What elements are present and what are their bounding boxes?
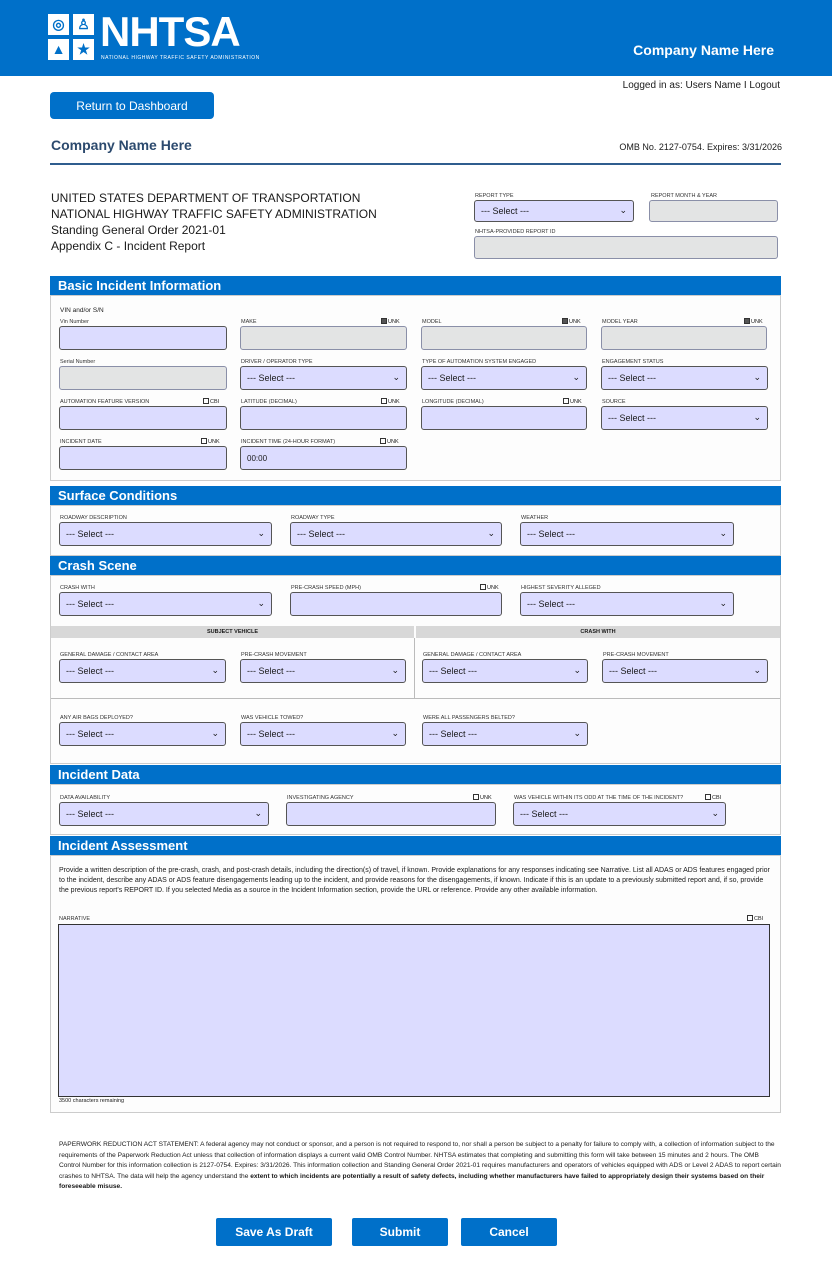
company-name: Company Name Here: [51, 137, 192, 153]
report-id-label: NHTSA-PROVIDED REPORT ID: [475, 229, 556, 235]
report-id-field[interactable]: [474, 236, 778, 259]
header-bar: [0, 0, 832, 76]
longitude-unk-checkbox[interactable]: UNK: [563, 398, 582, 405]
belted-label: WERE ALL PASSENGERS BELTED?: [423, 715, 515, 721]
report-type-label: REPORT TYPE: [475, 193, 514, 199]
narrative-textarea[interactable]: [58, 924, 770, 1097]
roadway-desc-label: ROADWAY DESCRIPTION: [60, 515, 127, 521]
pra-text: PAPERWORK REDUCTION ACT STATEMENT: A federal agency may not conduct or sponsor, and a person is not required to respond to, nor shall a person be subject to a penalty for failure to comply with, a collection of information subject to the requirements of the Paperwork Reduction Act unless that collection of information displays a current valid OMB Control Number. NHTSA estimates that completing and submitting this form will take between 15 minutes and 2 hours. The OMB Control Number for this information collection is 2127-0754. Expires: 3/31/2026. This information collection and Standing General Order 2021-01 requires manufacturers and operators of vehicles equipped with ADS or Level 2 ADAS to report certain crashes to NHTSA. The data will help the agency understand the: [59, 1141, 781, 1180]
towed-select[interactable]: --- Select --- ⌄: [240, 722, 406, 746]
feature-version-input[interactable]: [59, 406, 227, 430]
chevron-down-icon: ⌄: [391, 664, 399, 675]
pedestrian-icon: ♙: [73, 14, 94, 35]
assessment-instructions: Provide a written description of the pre-crash, crash, and post-crash details, including the direction(s) of travel, if known. Provide explanations for any responses indicating see Narrative. List all ADAS or ADS features engaged prior to the incident, describe any ADAS or ADS feature disengagements leading up to the incident, and provide reasons for the disengagements, if known. Indicate if this is an update to a previously submitted report and, if so, provide the previous report's REPORT ID. If you selected Media as a source in the Incident Information section, provide the URL or reference. Provide any other available information.: [59, 867, 770, 894]
agency-input[interactable]: [286, 802, 496, 826]
model-unk-checkbox[interactable]: UNK: [562, 318, 581, 325]
towed-label: WAS VEHICLE TOWED?: [241, 715, 304, 721]
data-availability-select[interactable]: --- Select --- ⌄: [59, 802, 269, 826]
chevron-down-icon: ⌄: [211, 664, 219, 675]
section-incident-assessment: Incident Assessment: [50, 836, 781, 855]
longitude-input[interactable]: [421, 406, 587, 430]
crash-with-header: CRASH WITH: [416, 626, 780, 638]
section-incident-data: Incident Data: [50, 765, 781, 784]
incident-time-input[interactable]: 00:00: [240, 446, 407, 470]
other-damage-select[interactable]: --- Select --- ⌄: [422, 659, 588, 683]
vin-label: Vin Number: [60, 319, 89, 325]
chevron-down-icon: ⌄: [573, 664, 581, 675]
characters-remaining: 3500 characters remaining: [59, 1098, 125, 1104]
narrative-label: NARRATIVE: [59, 916, 91, 922]
driver-type-select[interactable]: --- Select --- ⌄: [240, 366, 407, 390]
speed-unk-checkbox[interactable]: UNK: [480, 584, 499, 591]
agency-line: NATIONAL HIGHWAY TRAFFIC SAFETY ADMINISTRATION: [51, 207, 377, 221]
section-basic-incident: Basic Incident Information: [50, 276, 781, 295]
section-crash-scene: Crash Scene: [50, 556, 781, 575]
row-divider: [51, 698, 780, 699]
engagement-label: ENGAGEMENT STATUS: [602, 359, 664, 365]
chevron-down-icon: ⌄: [254, 807, 262, 818]
automation-type-label: TYPE OF AUTOMATION SYSTEM ENGAGED: [422, 359, 537, 365]
roadway-desc-select[interactable]: --- Select --- ⌄: [59, 522, 272, 546]
pra-bold-text: extent to which incidents are potentially a result of safety defects, including whether manufacturers have failed to appropriately design their systems based on their foreseeable misuse.: [59, 1172, 765, 1190]
weather-label: WEATHER: [521, 515, 549, 521]
incident-date-input[interactable]: [59, 446, 227, 470]
speed-label: PRE-CRASH SPEED (MPH): [291, 585, 361, 591]
chevron-down-icon: ⌄: [211, 727, 219, 738]
logged-in-status[interactable]: Logged in as: Users Name I Logout: [622, 80, 780, 91]
chevron-down-icon: ⌄: [753, 371, 761, 382]
divider: [50, 163, 781, 165]
make-unk-checkbox[interactable]: UNK: [381, 318, 400, 325]
paperwork-reduction-statement: [59, 1140, 781, 1193]
dept-line: UNITED STATES DEPARTMENT OF TRANSPORTATION: [51, 191, 361, 205]
report-type-select[interactable]: --- Select --- ⌄: [474, 200, 634, 222]
chevron-down-icon: ⌄: [572, 371, 580, 382]
incident-time-unk-checkbox[interactable]: UNK: [380, 438, 399, 445]
save-as-draft-button[interactable]: Save As Draft: [216, 1218, 332, 1246]
logo-subtitle: NATIONAL HIGHWAY TRAFFIC SAFETY ADMINISTRATION: [101, 55, 260, 61]
model-year-field[interactable]: [601, 326, 767, 350]
vin-input[interactable]: [59, 326, 227, 350]
narrative-cbi-checkbox[interactable]: CBI: [747, 915, 763, 922]
model-field[interactable]: [421, 326, 587, 350]
section-surface-conditions: Surface Conditions: [50, 486, 781, 505]
return-to-dashboard-button[interactable]: Return to Dashboard: [50, 92, 214, 119]
chevron-down-icon: ⌄: [392, 371, 400, 382]
odd-cbi-checkbox[interactable]: CBI: [705, 794, 721, 801]
roadway-type-label: ROADWAY TYPE: [291, 515, 335, 521]
subject-vehicle-header: SUBJECT VEHICLE: [51, 626, 414, 638]
latitude-input[interactable]: [240, 406, 407, 430]
incident-date-unk-checkbox[interactable]: UNK: [201, 438, 220, 445]
subject-damage-label: GENERAL DAMAGE / CONTACT AREA: [60, 652, 159, 658]
automation-type-select[interactable]: --- Select --- ⌄: [421, 366, 587, 390]
agency-unk-checkbox[interactable]: UNK: [473, 794, 492, 801]
longitude-label: LONGITUDE (DECIMAL): [422, 399, 484, 405]
latitude-unk-checkbox[interactable]: UNK: [381, 398, 400, 405]
incident-time-label: INCIDENT TIME (24-HOUR FORMAT): [241, 439, 336, 445]
weather-select[interactable]: --- Select --- ⌄: [520, 522, 734, 546]
chevron-down-icon: ⌄: [753, 664, 761, 675]
omb-number: OMB No. 2127-0754. Expires: 3/31/2026: [619, 142, 782, 152]
severity-select[interactable]: --- Select --- ⌄: [520, 592, 734, 616]
crash-with-select[interactable]: --- Select --- ⌄: [59, 592, 272, 616]
subject-movement-select[interactable]: --- Select --- ⌄: [240, 659, 406, 683]
chevron-down-icon: ⌄: [257, 527, 265, 538]
chevron-down-icon: ⌄: [719, 527, 727, 538]
star-icon: ★: [73, 39, 94, 60]
nhtsa-logo[interactable]: NHTSA: [100, 8, 240, 55]
header-company-name: Company Name Here: [633, 42, 774, 58]
driver-type-label: DRIVER / OPERATOR TYPE: [241, 359, 313, 365]
airbags-select[interactable]: --- Select --- ⌄: [59, 722, 226, 746]
feature-version-cbi-checkbox[interactable]: CBI: [203, 398, 219, 405]
make-field[interactable]: [240, 326, 407, 350]
cancel-button[interactable]: Cancel: [461, 1218, 557, 1246]
roadway-type-select[interactable]: --- Select --- ⌄: [290, 522, 502, 546]
agency-label: INVESTIGATING AGENCY: [287, 795, 354, 801]
chevron-down-icon: ⌄: [753, 411, 761, 422]
appendix-line: Appendix C - Incident Report: [51, 239, 206, 253]
latitude-label: LATITUDE (DECIMAL): [241, 399, 297, 405]
chevron-down-icon: ⌄: [711, 807, 719, 818]
order-line: Standing General Order 2021-01: [51, 223, 226, 237]
serial-label: Serial Number: [60, 359, 96, 365]
chevron-down-icon: ⌄: [487, 527, 495, 538]
chevron-down-icon: ⌄: [719, 597, 727, 608]
incident-date-label: INCIDENT DATE: [60, 439, 102, 445]
column-divider: [414, 638, 415, 698]
engagement-select[interactable]: --- Select --- ⌄: [601, 366, 768, 390]
other-movement-select[interactable]: --- Select --- ⌄: [602, 659, 768, 683]
feature-version-label: AUTOMATION FEATURE VERSION: [60, 399, 150, 405]
subject-movement-label: PRE-CRASH MOVEMENT: [241, 652, 307, 658]
data-availability-label: DATA AVAILABILITY: [60, 795, 111, 801]
report-month-label: REPORT MONTH & YEAR: [651, 193, 718, 199]
model-year-label: MODEL YEAR: [602, 319, 638, 325]
belted-select[interactable]: --- Select --- ⌄: [422, 722, 588, 746]
make-label: MAKE: [241, 319, 257, 325]
other-damage-label: GENERAL DAMAGE / CONTACT AREA: [423, 652, 522, 658]
chevron-down-icon: ⌄: [619, 204, 627, 215]
severity-label: HIGHEST SEVERITY ALLEGED: [521, 585, 601, 591]
odd-label: WAS VEHICLE WITHIN ITS ODD AT THE TIME OF THE INCIDENT?: [514, 795, 684, 801]
chevron-down-icon: ⌄: [257, 597, 265, 608]
odd-select[interactable]: --- Select --- ⌄: [513, 802, 726, 826]
model-label: MODEL: [422, 319, 442, 325]
airbags-label: ANY AIR BAGS DEPLOYED?: [60, 715, 133, 721]
road-icon: ▲: [48, 39, 69, 60]
chevron-down-icon: ⌄: [573, 727, 581, 738]
serial-field[interactable]: [59, 366, 227, 390]
department-heading: [51, 190, 377, 254]
subject-damage-select[interactable]: --- Select --- ⌄: [59, 659, 226, 683]
other-movement-label: PRE-CRASH MOVEMENT: [603, 652, 669, 658]
report-month-field[interactable]: [649, 200, 778, 222]
model-year-unk-checkbox[interactable]: UNK: [744, 318, 763, 325]
submit-button[interactable]: Submit: [352, 1218, 448, 1246]
speed-input[interactable]: [290, 592, 502, 616]
source-label: SOURCE: [602, 399, 626, 405]
crash-with-label: CRASH WITH: [60, 585, 95, 591]
nhtsa-logo-icons: [48, 14, 94, 60]
chevron-down-icon: ⌄: [391, 727, 399, 738]
vin-group-label: VIN and/or S/N: [60, 307, 104, 314]
source-select[interactable]: --- Select --- ⌄: [601, 406, 768, 430]
steering-wheel-icon: ◎: [48, 14, 69, 35]
